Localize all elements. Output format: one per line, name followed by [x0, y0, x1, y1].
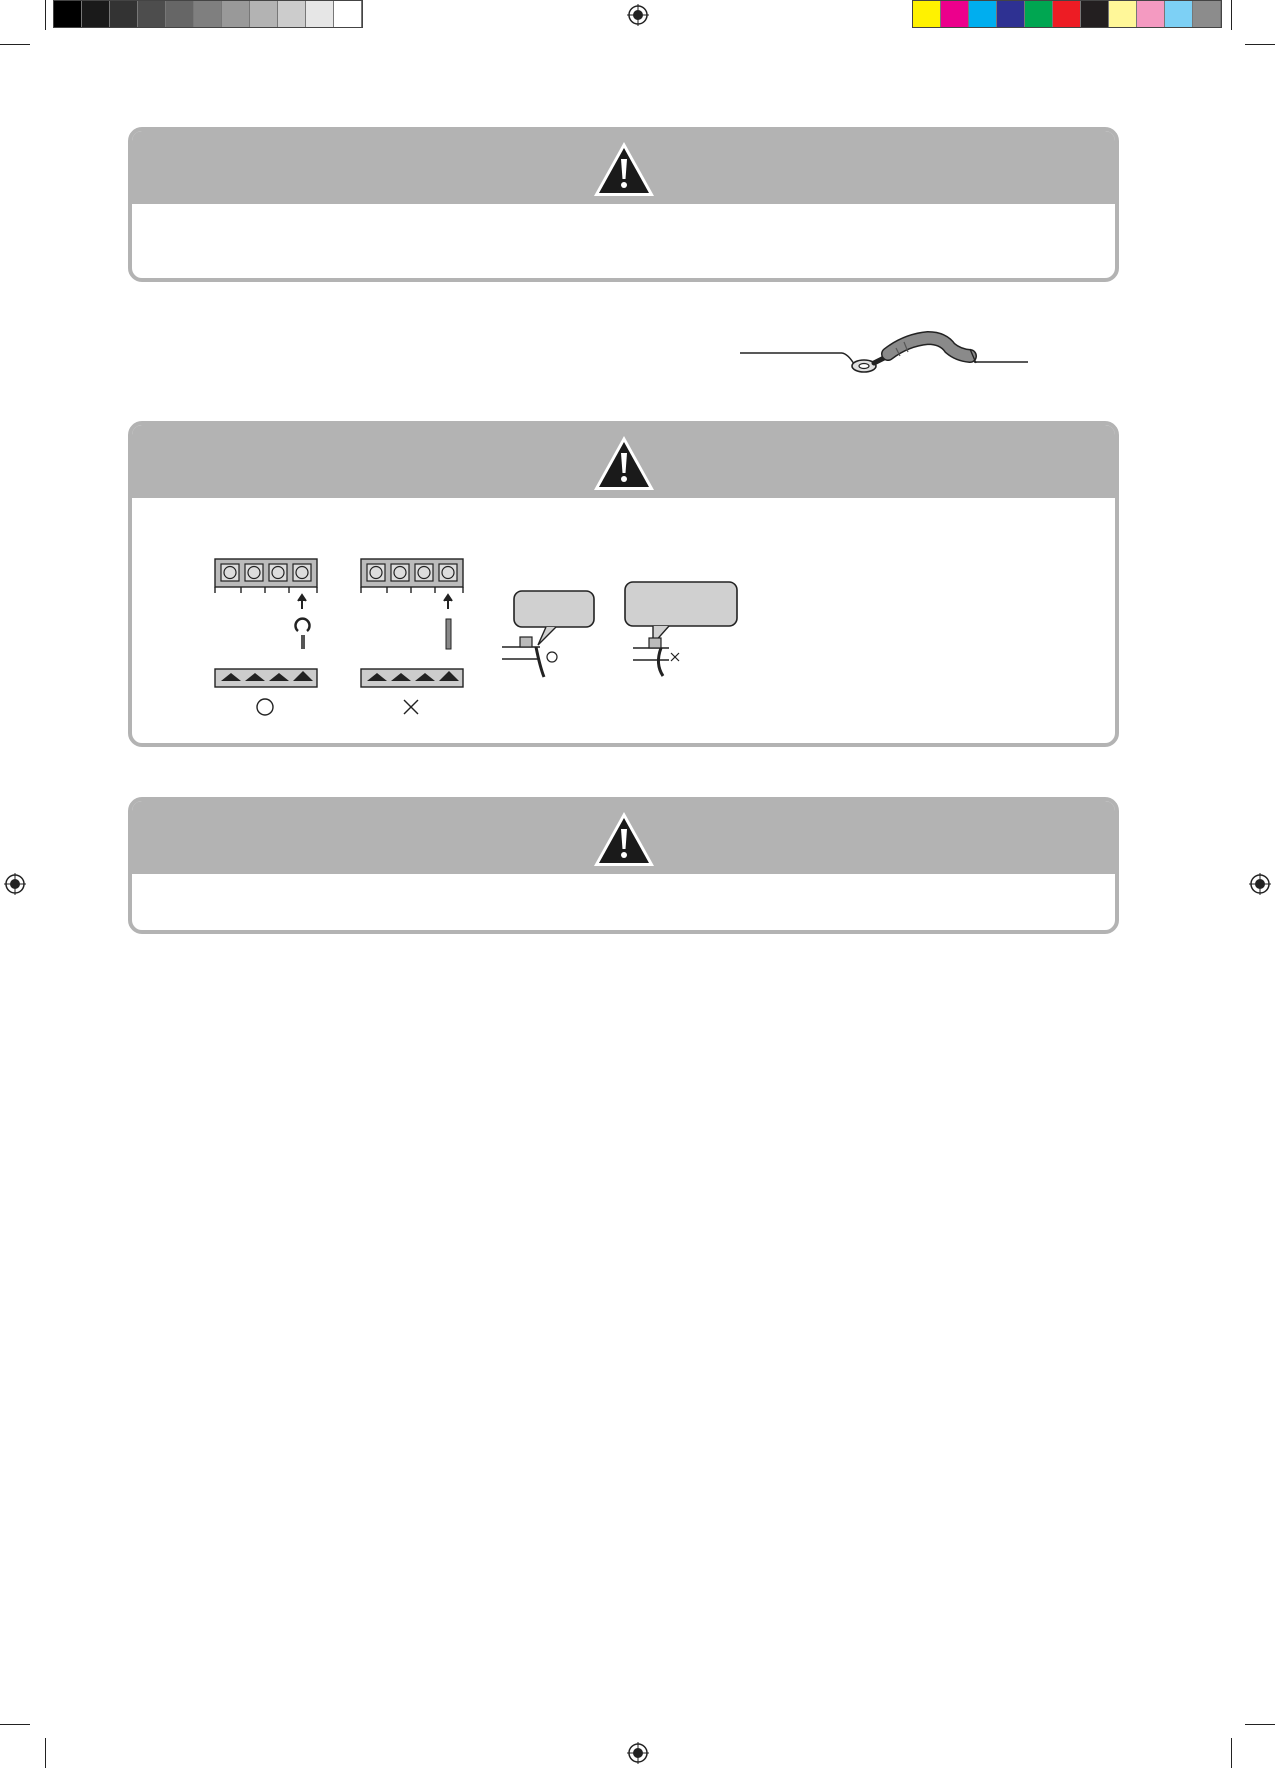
- crop-mark: [1231, 1738, 1232, 1768]
- warning-triangle-icon: [591, 433, 657, 493]
- color-swatch: [110, 1, 138, 27]
- color-swatch: [1025, 1, 1053, 27]
- color-swatch: [222, 1, 250, 27]
- terminal-block-correct-illustration: [213, 557, 323, 721]
- crop-mark: [0, 1724, 30, 1725]
- callout-correct-illustration: [500, 587, 600, 687]
- color-swatch: [1193, 1, 1221, 27]
- warning-panel-header: [132, 425, 1115, 498]
- registration-mark-icon: [627, 1742, 649, 1764]
- callout-incorrect-illustration: [623, 578, 749, 688]
- color-swatch: [138, 1, 166, 27]
- warning-panel-header: [132, 801, 1115, 874]
- color-swatch: [166, 1, 194, 27]
- crop-mark: [45, 1738, 46, 1768]
- crop-mark: [1245, 44, 1275, 45]
- circle-ok-mark: [547, 652, 557, 662]
- cross-ng-mark: [671, 653, 679, 661]
- warning-panel-2: [128, 421, 1119, 747]
- color-swatch: [1109, 1, 1137, 27]
- warning-panel-3: [128, 797, 1119, 934]
- warning-panel-1: [128, 127, 1119, 282]
- color-swatch: [278, 1, 306, 27]
- ring-terminal-illustration: [738, 330, 1030, 378]
- color-swatch: [913, 1, 941, 27]
- color-swatch: [969, 1, 997, 27]
- circle-ok-mark: [257, 699, 273, 715]
- registration-mark-icon: [627, 4, 649, 26]
- crop-mark: [1231, 0, 1232, 30]
- color-swatch: [54, 1, 82, 27]
- crop-mark: [0, 44, 30, 45]
- registration-mark-icon: [1249, 873, 1271, 895]
- warning-triangle-icon: [591, 139, 657, 199]
- registration-mark-icon: [4, 873, 26, 895]
- crop-mark: [45, 0, 46, 30]
- warning-panel-header: [132, 131, 1115, 204]
- color-swatch: [194, 1, 222, 27]
- color-swatch: [306, 1, 334, 27]
- color-swatch: [1053, 1, 1081, 27]
- color-swatch: [1081, 1, 1109, 27]
- grayscale-calibration-bar: [53, 0, 363, 28]
- terminal-block-incorrect-illustration: [359, 557, 469, 721]
- color-calibration-bar: [912, 0, 1222, 28]
- color-swatch: [997, 1, 1025, 27]
- color-swatch: [941, 1, 969, 27]
- cross-ng-mark: [404, 700, 418, 714]
- warning-triangle-icon: [591, 809, 657, 869]
- color-swatch: [1165, 1, 1193, 27]
- color-swatch: [82, 1, 110, 27]
- crop-mark: [1245, 1724, 1275, 1725]
- color-swatch: [334, 1, 362, 27]
- color-swatch: [250, 1, 278, 27]
- color-swatch: [1137, 1, 1165, 27]
